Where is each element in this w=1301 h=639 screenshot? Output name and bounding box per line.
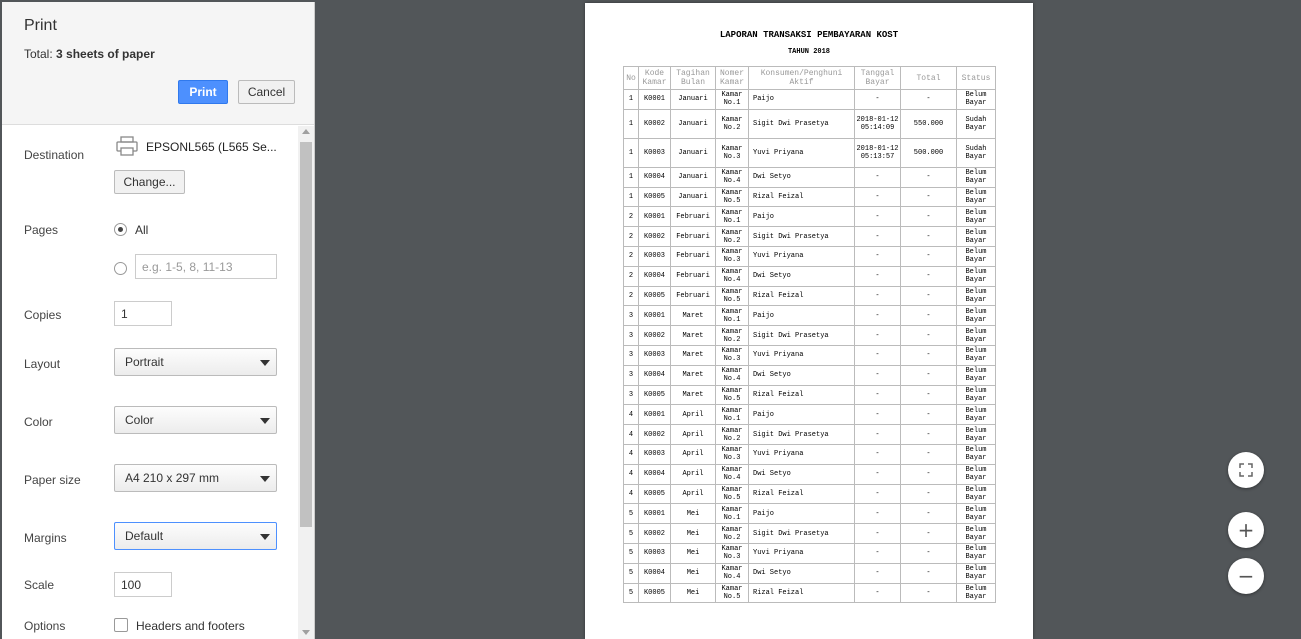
table-cell: Maret bbox=[671, 385, 716, 405]
table-cell: K0001 bbox=[639, 504, 671, 524]
table-cell: - bbox=[901, 286, 957, 306]
table-cell: 4 bbox=[624, 405, 639, 425]
table-cell: K0005 bbox=[639, 583, 671, 603]
table-cell: Januari bbox=[671, 138, 716, 167]
fit-to-page-icon bbox=[1239, 463, 1253, 477]
table-row bbox=[624, 138, 996, 167]
table-cell: Kamar No.2 bbox=[716, 425, 749, 445]
table-row bbox=[624, 504, 996, 524]
table-cell: - bbox=[901, 444, 957, 464]
table-cell: Sigit Dwi Prasetya bbox=[749, 425, 855, 445]
table-cell: - bbox=[901, 326, 957, 346]
table-cell: K0002 bbox=[639, 425, 671, 445]
table-row bbox=[624, 345, 996, 365]
table-cell: Belum Bayar bbox=[957, 326, 996, 346]
table-cell: Kamar No.1 bbox=[716, 207, 749, 227]
table-cell: Kamar No.3 bbox=[716, 543, 749, 563]
table-cell: 4 bbox=[624, 464, 639, 484]
table-cell: Belum Bayar bbox=[957, 583, 996, 603]
table-cell: Belum Bayar bbox=[957, 227, 996, 247]
table-cell: Dwi Setyo bbox=[749, 365, 855, 385]
table-cell: Paijo bbox=[749, 405, 855, 425]
table-cell: Belum Bayar bbox=[957, 306, 996, 326]
table-cell: Paijo bbox=[749, 504, 855, 524]
table-cell: 5 bbox=[624, 583, 639, 603]
report-subtitle: TAHUN 2018 bbox=[787, 48, 830, 56]
table-cell: Belum Bayar bbox=[957, 484, 996, 504]
table-cell: Februari bbox=[671, 246, 716, 266]
margins-select[interactable] bbox=[114, 522, 277, 550]
table-cell: Rizal Feizal bbox=[749, 286, 855, 306]
table-cell: Kamar No.1 bbox=[716, 306, 749, 326]
chevron-down-icon bbox=[260, 418, 270, 424]
table-cell: K0005 bbox=[639, 385, 671, 405]
table-cell: - bbox=[855, 365, 901, 385]
table-cell: Rizal Feizal bbox=[749, 583, 855, 603]
paper-size-select[interactable] bbox=[114, 464, 277, 492]
table-cell: 3 bbox=[624, 326, 639, 346]
table-cell: 1 bbox=[624, 90, 639, 110]
printer-icon bbox=[116, 136, 138, 156]
table-cell: K0002 bbox=[639, 326, 671, 346]
table-cell: Belum Bayar bbox=[957, 524, 996, 544]
print-preview-page bbox=[585, 3, 1033, 639]
table-cell: Februari bbox=[671, 286, 716, 306]
table-cell: 550.000 bbox=[901, 109, 957, 138]
table-cell: - bbox=[855, 167, 901, 187]
table-cell: K0002 bbox=[639, 227, 671, 247]
table-cell: Belum Bayar bbox=[957, 563, 996, 583]
table-cell: Yuvi Priyana bbox=[749, 444, 855, 464]
table-cell: Kamar No.2 bbox=[716, 227, 749, 247]
sidebar-header bbox=[2, 2, 315, 125]
copies-label: Copies bbox=[24, 308, 62, 322]
scroll-up-arrow-icon[interactable] bbox=[302, 129, 310, 134]
table-row bbox=[624, 207, 996, 227]
table-cell: Mei bbox=[671, 524, 716, 544]
scale-input[interactable]: 100 bbox=[114, 572, 172, 597]
column-header: Nomer Kamar bbox=[716, 67, 749, 90]
table-cell: Februari bbox=[671, 227, 716, 247]
table-cell: K0005 bbox=[639, 484, 671, 504]
layout-select[interactable] bbox=[114, 348, 277, 376]
table-row bbox=[624, 583, 996, 603]
table-cell: - bbox=[901, 504, 957, 524]
scale-label: Scale bbox=[24, 578, 55, 592]
table-cell: Belum Bayar bbox=[957, 187, 996, 207]
table-cell: Sigit Dwi Prasetya bbox=[749, 524, 855, 544]
table-cell: Belum Bayar bbox=[957, 345, 996, 365]
table-cell: Belum Bayar bbox=[957, 266, 996, 286]
table-cell: Belum Bayar bbox=[957, 444, 996, 464]
table-cell: 2 bbox=[624, 207, 639, 227]
table-cell: - bbox=[901, 563, 957, 583]
table-cell: - bbox=[855, 563, 901, 583]
table-header-row bbox=[624, 67, 996, 90]
table-cell: - bbox=[901, 385, 957, 405]
table-cell: - bbox=[855, 207, 901, 227]
table-cell: Belum Bayar bbox=[957, 464, 996, 484]
chevron-down-icon bbox=[260, 534, 270, 540]
table-cell: 2 bbox=[624, 266, 639, 286]
dialog-title: Print bbox=[24, 17, 57, 34]
table-cell: Dwi Setyo bbox=[749, 464, 855, 484]
table-cell: - bbox=[855, 583, 901, 603]
table-cell: K0004 bbox=[639, 167, 671, 187]
table-row bbox=[624, 405, 996, 425]
table-cell: Belum Bayar bbox=[957, 425, 996, 445]
table-cell: Belum Bayar bbox=[957, 365, 996, 385]
table-cell: - bbox=[855, 484, 901, 504]
color-value: Color bbox=[125, 413, 154, 427]
table-cell: - bbox=[901, 365, 957, 385]
layout-label: Layout bbox=[24, 357, 61, 371]
table-cell: 500.000 bbox=[901, 138, 957, 167]
table-row bbox=[624, 484, 996, 504]
table-cell: K0001 bbox=[639, 306, 671, 326]
table-cell: Januari bbox=[671, 167, 716, 187]
table-cell: K0003 bbox=[639, 444, 671, 464]
table-cell: - bbox=[901, 405, 957, 425]
table-cell: 2018-01-12 05:13:57 bbox=[855, 138, 901, 167]
table-cell: - bbox=[855, 405, 901, 425]
table-cell: - bbox=[855, 543, 901, 563]
layout-value: Portrait bbox=[125, 355, 164, 369]
table-cell: - bbox=[855, 266, 901, 286]
table-cell: Kamar No.3 bbox=[716, 444, 749, 464]
table-cell: Belum Bayar bbox=[957, 286, 996, 306]
headers-footers-checkbox[interactable] bbox=[114, 618, 128, 632]
table-cell: Maret bbox=[671, 345, 716, 365]
table-cell: Dwi Setyo bbox=[749, 167, 855, 187]
headers-footers-label: Headers and footers bbox=[136, 619, 245, 633]
table-cell: Kamar No.4 bbox=[716, 563, 749, 583]
table-cell: Januari bbox=[671, 90, 716, 110]
table-cell: Maret bbox=[671, 306, 716, 326]
table-cell: K0004 bbox=[639, 464, 671, 484]
fit-to-page-button[interactable] bbox=[1228, 452, 1264, 488]
table-cell: - bbox=[901, 266, 957, 286]
table-cell: 3 bbox=[624, 385, 639, 405]
table-cell: - bbox=[901, 583, 957, 603]
table-cell: - bbox=[855, 90, 901, 110]
table-cell: 2 bbox=[624, 246, 639, 266]
table-cell: Rizal Feizal bbox=[749, 187, 855, 207]
table-cell: Yuvi Priyana bbox=[749, 345, 855, 365]
table-cell: Kamar No.1 bbox=[716, 405, 749, 425]
column-header: Tanggal Bayar bbox=[855, 67, 901, 90]
table-cell: Sudah Bayar bbox=[957, 109, 996, 138]
color-label: Color bbox=[24, 415, 53, 429]
column-header: Konsumen/Penghuni Aktif bbox=[749, 67, 855, 90]
table-cell: K0004 bbox=[639, 266, 671, 286]
table-cell: - bbox=[901, 227, 957, 247]
table-cell: - bbox=[855, 385, 901, 405]
table-cell: Kamar No.5 bbox=[716, 286, 749, 306]
table-row bbox=[624, 109, 996, 138]
table-row bbox=[624, 444, 996, 464]
table-cell: Sigit Dwi Prasetya bbox=[749, 109, 855, 138]
table-cell: K0002 bbox=[639, 109, 671, 138]
table-cell: Dwi Setyo bbox=[749, 563, 855, 583]
table-cell: Februari bbox=[671, 266, 716, 286]
table-cell: 2018-01-12 05:14:09 bbox=[855, 109, 901, 138]
table-cell: Kamar No.5 bbox=[716, 583, 749, 603]
zoom-in-button[interactable]: + bbox=[1228, 512, 1264, 548]
table-row bbox=[624, 306, 996, 326]
table-cell: 1 bbox=[624, 167, 639, 187]
paper-size-label: Paper size bbox=[24, 473, 81, 487]
table-cell: Rizal Feizal bbox=[749, 385, 855, 405]
total-label: Total: bbox=[24, 47, 53, 61]
table-row bbox=[624, 365, 996, 385]
table-cell: Maret bbox=[671, 365, 716, 385]
table-cell: - bbox=[855, 464, 901, 484]
table-row bbox=[624, 187, 996, 207]
report-title: LAPORAN TRANSAKSI PEMBAYARAN KOST bbox=[719, 30, 899, 40]
table-cell: - bbox=[901, 167, 957, 187]
table-cell: - bbox=[855, 326, 901, 346]
table-cell: Kamar No.2 bbox=[716, 109, 749, 138]
margins-value: Default bbox=[125, 529, 164, 543]
table-cell: April bbox=[671, 425, 716, 445]
table-cell: - bbox=[855, 246, 901, 266]
table-row bbox=[624, 543, 996, 563]
table-cell: K0005 bbox=[639, 187, 671, 207]
table-cell: Belum Bayar bbox=[957, 90, 996, 110]
table-cell: Dwi Setyo bbox=[749, 266, 855, 286]
table-cell: Januari bbox=[671, 109, 716, 138]
table-cell: 1 bbox=[624, 187, 639, 207]
table-cell: - bbox=[855, 227, 901, 247]
table-cell: Kamar No.3 bbox=[716, 345, 749, 365]
table-cell: - bbox=[855, 524, 901, 544]
table-cell: Kamar No.4 bbox=[716, 167, 749, 187]
table-cell: - bbox=[855, 444, 901, 464]
total-value: 3 sheets of paper bbox=[56, 47, 155, 61]
table-cell: Belum Bayar bbox=[957, 385, 996, 405]
table-cell: K0004 bbox=[639, 563, 671, 583]
pages-custom-input[interactable]: e.g. 1-5, 8, 11-13 bbox=[135, 254, 277, 279]
table-cell: K0004 bbox=[639, 365, 671, 385]
margins-label: Margins bbox=[24, 531, 67, 545]
table-cell: Yuvi Priyana bbox=[749, 543, 855, 563]
copies-input[interactable]: 1 bbox=[114, 301, 172, 326]
pages-custom-radio[interactable] bbox=[114, 262, 127, 275]
table-cell: Kamar No.3 bbox=[716, 246, 749, 266]
table-cell: K0003 bbox=[639, 543, 671, 563]
table-cell: Kamar No.4 bbox=[716, 365, 749, 385]
print-settings-sidebar bbox=[2, 2, 315, 639]
table-cell: Kamar No.1 bbox=[716, 90, 749, 110]
table-cell: Sudah Bayar bbox=[957, 138, 996, 167]
table-cell: Belum Bayar bbox=[957, 504, 996, 524]
table-row bbox=[624, 266, 996, 286]
table-cell: Paijo bbox=[749, 306, 855, 326]
table-row bbox=[624, 326, 996, 346]
table-cell: 1 bbox=[624, 138, 639, 167]
table-cell: - bbox=[901, 425, 957, 445]
table-cell: - bbox=[901, 207, 957, 227]
table-cell: - bbox=[901, 187, 957, 207]
change-destination-button[interactable]: Change... bbox=[114, 170, 185, 194]
table-cell: - bbox=[901, 246, 957, 266]
column-header: No bbox=[624, 67, 639, 90]
table-cell: 4 bbox=[624, 484, 639, 504]
options-label: Options bbox=[24, 619, 66, 633]
table-cell: K0001 bbox=[639, 207, 671, 227]
table-cell: 5 bbox=[624, 524, 639, 544]
table-row bbox=[624, 524, 996, 544]
table-cell: Februari bbox=[671, 207, 716, 227]
table-cell: Belum Bayar bbox=[957, 246, 996, 266]
table-cell: K0002 bbox=[639, 524, 671, 544]
table-cell: - bbox=[855, 306, 901, 326]
table-row bbox=[624, 425, 996, 445]
table-cell: - bbox=[855, 286, 901, 306]
table-cell: - bbox=[901, 345, 957, 365]
table-cell: Paijo bbox=[749, 207, 855, 227]
table-cell: - bbox=[855, 187, 901, 207]
table-row bbox=[624, 385, 996, 405]
cancel-button[interactable]: Cancel bbox=[238, 80, 295, 104]
table-cell: 2 bbox=[624, 286, 639, 306]
table-cell: 3 bbox=[624, 306, 639, 326]
table-cell: - bbox=[855, 345, 901, 365]
table-row bbox=[624, 563, 996, 583]
table-cell: April bbox=[671, 444, 716, 464]
table-row bbox=[624, 167, 996, 187]
table-cell: Kamar No.5 bbox=[716, 187, 749, 207]
pages-all-radio[interactable] bbox=[114, 223, 127, 236]
table-cell: Mei bbox=[671, 583, 716, 603]
color-select[interactable] bbox=[114, 406, 277, 434]
column-header: Total bbox=[901, 67, 957, 90]
table-cell: Belum Bayar bbox=[957, 405, 996, 425]
table-cell: K0005 bbox=[639, 286, 671, 306]
table-cell: Kamar No.4 bbox=[716, 266, 749, 286]
table-cell: Maret bbox=[671, 326, 716, 346]
table-cell: Kamar No.1 bbox=[716, 504, 749, 524]
report-table bbox=[623, 66, 996, 603]
chevron-down-icon bbox=[260, 476, 270, 482]
table-cell: April bbox=[671, 405, 716, 425]
table-row bbox=[624, 286, 996, 306]
table-cell: Paijo bbox=[749, 90, 855, 110]
table-cell: 1 bbox=[624, 109, 639, 138]
table-cell: Kamar No.2 bbox=[716, 326, 749, 346]
total-sheets bbox=[24, 47, 155, 61]
table-cell: April bbox=[671, 464, 716, 484]
table-cell: Mei bbox=[671, 543, 716, 563]
table-cell: Kamar No.5 bbox=[716, 385, 749, 405]
table-cell: Rizal Feizal bbox=[749, 484, 855, 504]
table-cell: Sigit Dwi Prasetya bbox=[749, 326, 855, 346]
table-cell: 4 bbox=[624, 425, 639, 445]
column-header: Kode Kamar bbox=[639, 67, 671, 90]
table-cell: Kamar No.5 bbox=[716, 484, 749, 504]
table-cell: 3 bbox=[624, 345, 639, 365]
scroll-down-arrow-icon[interactable] bbox=[302, 630, 310, 635]
table-cell: 2 bbox=[624, 227, 639, 247]
pages-all-label: All bbox=[135, 223, 149, 237]
column-header: Tagihan Bulan bbox=[671, 67, 716, 90]
table-row bbox=[624, 246, 996, 266]
table-cell: Belum Bayar bbox=[957, 543, 996, 563]
table-cell: Mei bbox=[671, 563, 716, 583]
table-cell: Belum Bayar bbox=[957, 207, 996, 227]
table-cell: - bbox=[855, 504, 901, 524]
table-cell: Mei bbox=[671, 504, 716, 524]
destination-printer-name: EPSONL565 (L565 Se... bbox=[146, 140, 277, 154]
table-cell: 5 bbox=[624, 563, 639, 583]
table-row bbox=[624, 227, 996, 247]
table-cell: - bbox=[901, 464, 957, 484]
zoom-out-button[interactable]: − bbox=[1228, 558, 1264, 594]
table-cell: - bbox=[901, 484, 957, 504]
table-row bbox=[624, 90, 996, 110]
table-body bbox=[624, 90, 996, 603]
table-cell: - bbox=[855, 425, 901, 445]
table-cell: - bbox=[901, 90, 957, 110]
table-row bbox=[624, 464, 996, 484]
table-cell: Yuvi Priyana bbox=[749, 138, 855, 167]
table-cell: K0003 bbox=[639, 138, 671, 167]
table-cell: - bbox=[901, 543, 957, 563]
table-cell: K0003 bbox=[639, 246, 671, 266]
table-cell: Belum Bayar bbox=[957, 167, 996, 187]
table-cell: 5 bbox=[624, 504, 639, 524]
scrollbar-thumb[interactable] bbox=[300, 142, 312, 527]
table-cell: 4 bbox=[624, 444, 639, 464]
column-header: Status bbox=[957, 67, 996, 90]
table-cell: K0001 bbox=[639, 90, 671, 110]
chevron-down-icon bbox=[260, 360, 270, 366]
table-cell: Kamar No.2 bbox=[716, 524, 749, 544]
table-cell: - bbox=[901, 524, 957, 544]
table-cell: 5 bbox=[624, 543, 639, 563]
table-cell: 3 bbox=[624, 365, 639, 385]
table-cell: K0003 bbox=[639, 345, 671, 365]
paper-size-value: A4 210 x 297 mm bbox=[125, 471, 220, 485]
pages-label: Pages bbox=[24, 223, 59, 237]
table-cell: April bbox=[671, 484, 716, 504]
table-cell: - bbox=[901, 306, 957, 326]
print-button[interactable]: Print bbox=[178, 80, 228, 104]
table-cell: K0001 bbox=[639, 405, 671, 425]
table-cell: Kamar No.3 bbox=[716, 138, 749, 167]
destination-label: Destination bbox=[24, 148, 85, 162]
table-cell: Kamar No.4 bbox=[716, 464, 749, 484]
table-cell: Yuvi Priyana bbox=[749, 246, 855, 266]
table-cell: Januari bbox=[671, 187, 716, 207]
table-cell: Sigit Dwi Prasetya bbox=[749, 227, 855, 247]
